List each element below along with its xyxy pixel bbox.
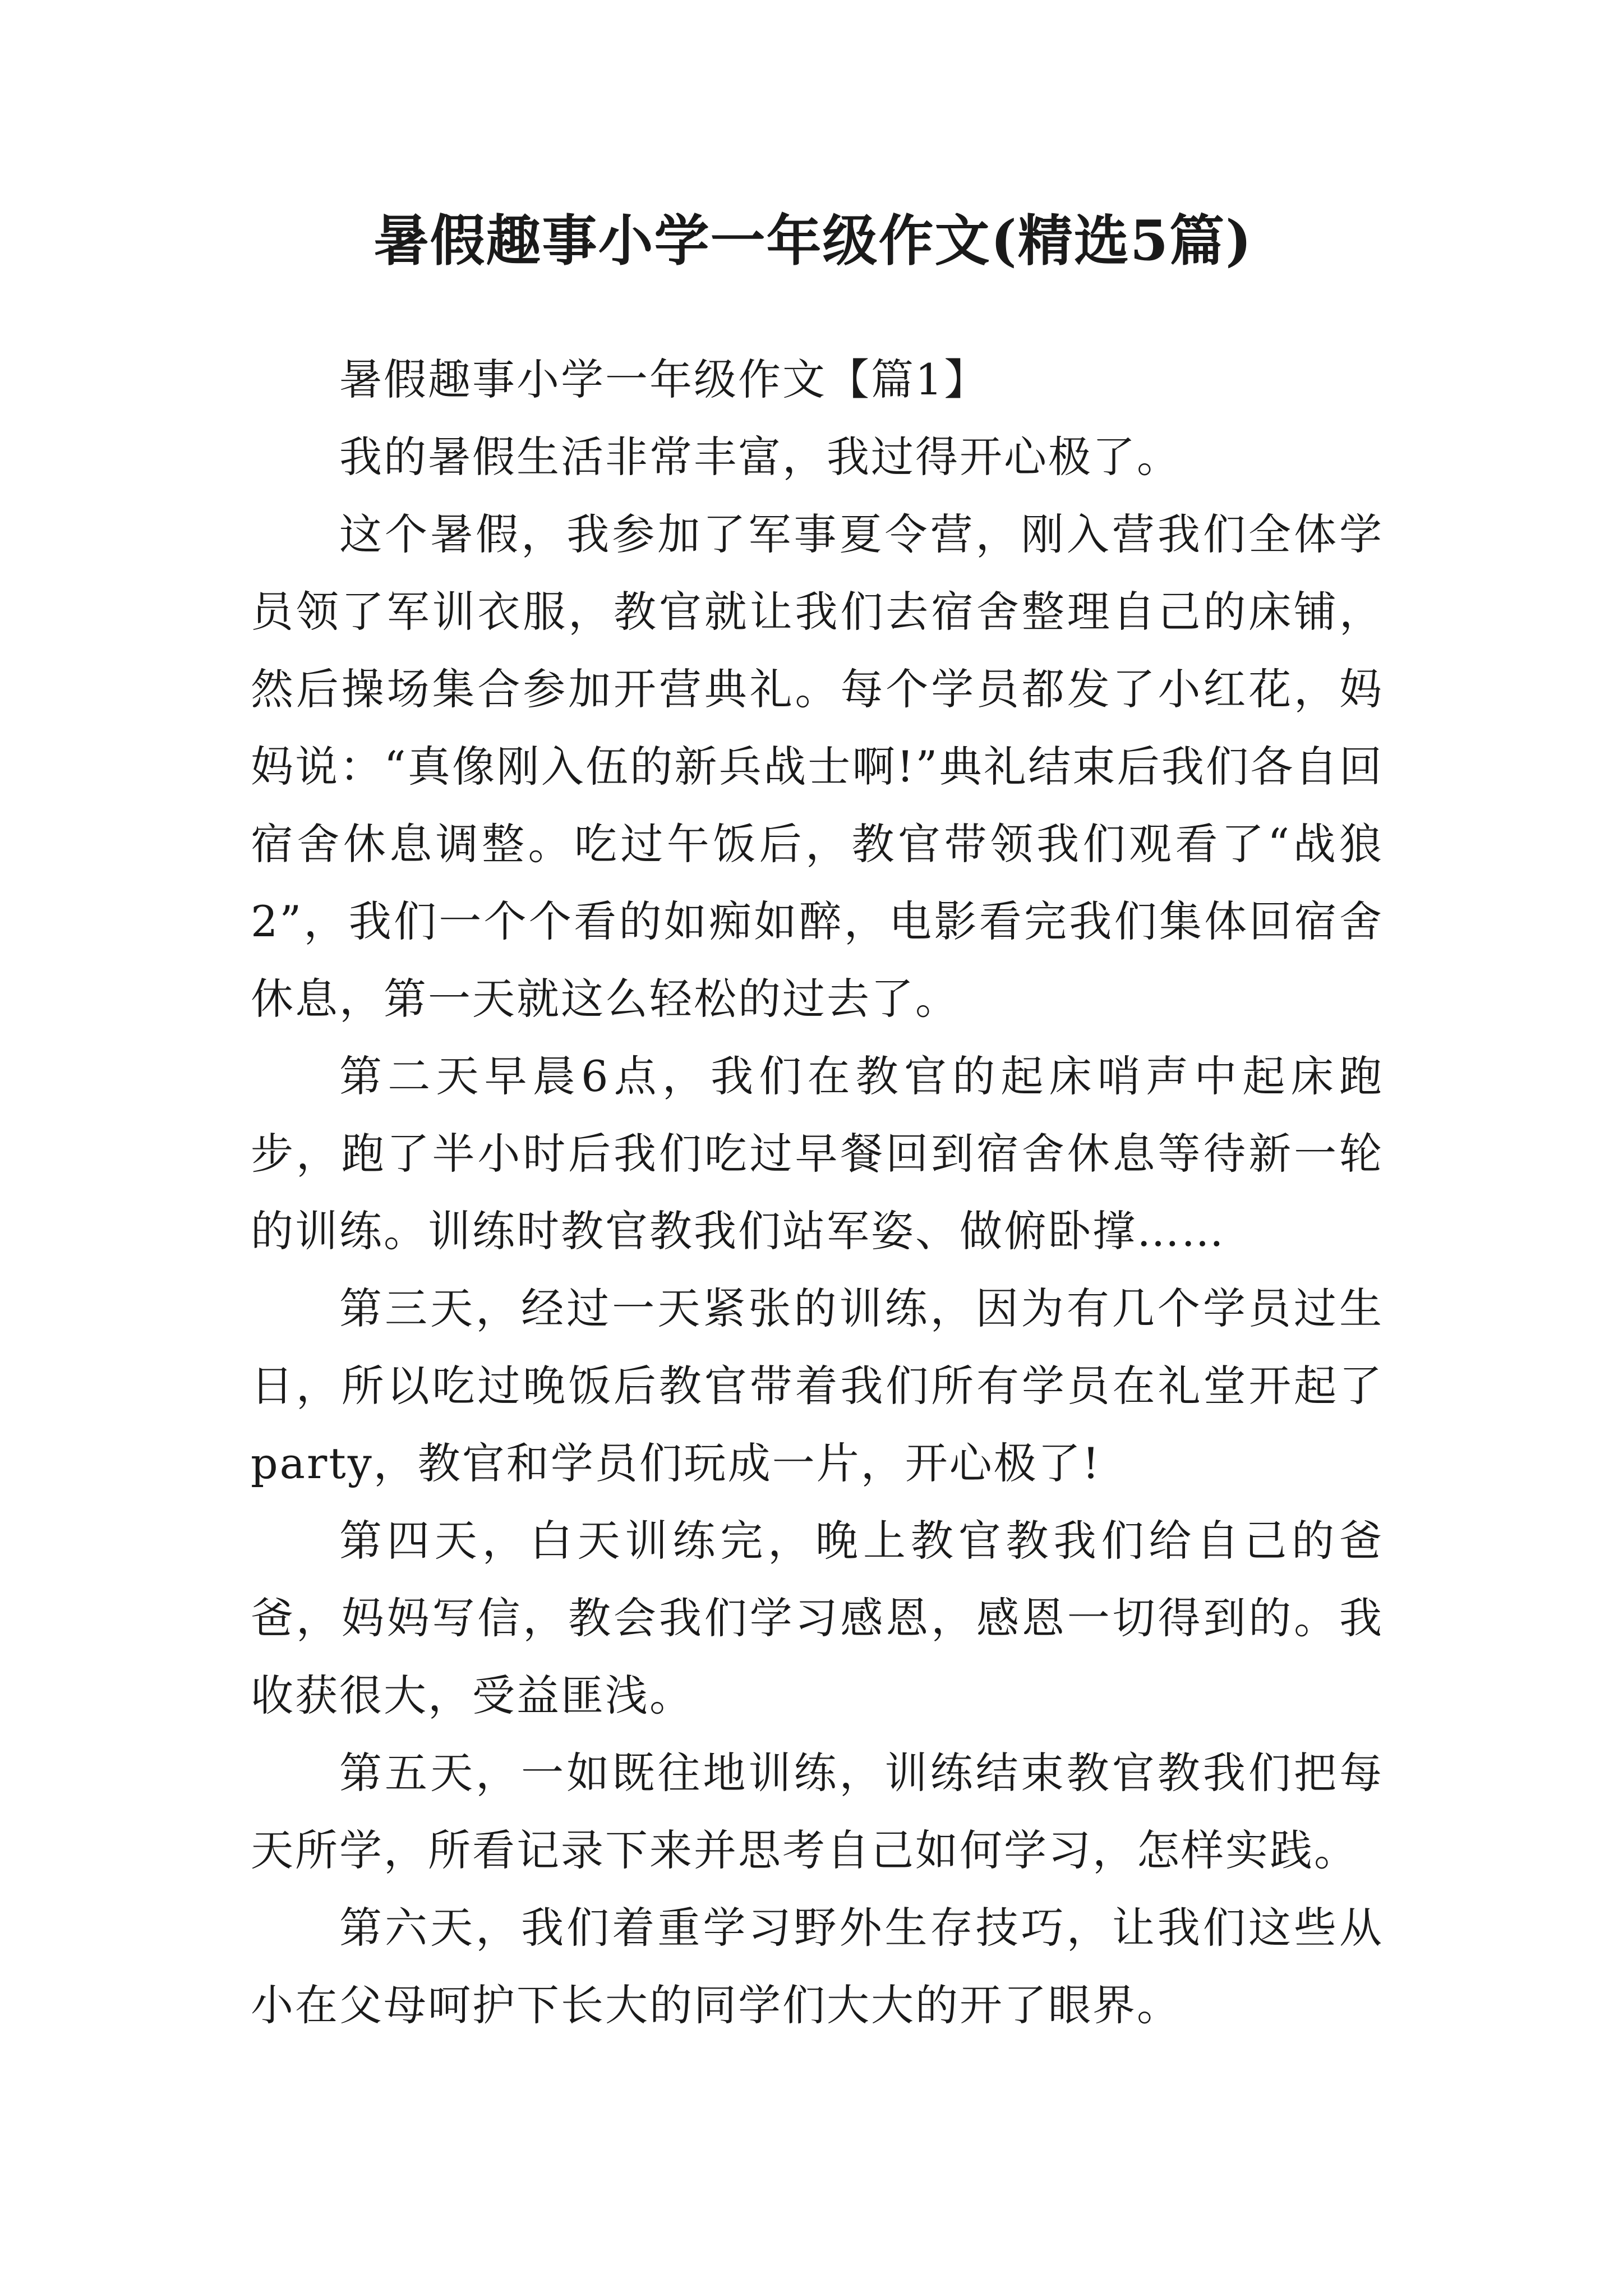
document-body [251, 341, 1384, 2044]
paragraph: 第六天，我们着重学习野外生存技巧，让我们这些从小在父母呵护下长大的同学们大大的开了眼界。 [251, 1903, 1384, 2030]
paragraph: 第二天早晨6点，我们在教官的起床哨声中起床跑步，跑了半小时后我们吃过早餐回到宿舍休息等待新一轮的训练。训练时教官教我们站军姿、做俯卧撑…… [251, 1051, 1384, 1256]
paragraph: 第五天，一如既往地训练，训练结束教官教我们把每天所学，所看记录下来并思考自己如何学习，怎样实践。 [251, 1748, 1384, 1875]
paragraph: 我的暑假生活非常丰富，我过得开心极了。 [339, 432, 1181, 482]
section-heading: 暑假趣事小学一年级作文【篇1】 [339, 355, 989, 404]
document-title: 暑假趣事小学一年级作文(精选5篇) [374, 209, 1253, 273]
paragraph: 这个暑假，我参加了军事夏令营，刚入营我们全体学员领了军训衣服，教官就让我们去宿舍整理自己的床铺，然后操场集合参加开营典礼。每个学员都发了小红花，妈妈说：“真像刚入伍的新兵战士啊!”典礼结束后我们各自回宿舍休息调整。吃过午饭后，教官带领我们观看了“战狼2”，我们一个个看的如痴如醉，电影看完我们集体回宿舍休息，第一天就这么轻松的过去了。 [251, 509, 1384, 1024]
paragraph: 第四天，白天训练完，晚上教官教我们给自己的爸爸，妈妈写信，教会我们学习感恩，感恩一切得到的。我收获很大，受益匪浅。 [251, 1516, 1384, 1720]
paragraph: 第三天，经过一天紧张的训练，因为有几个学员过生日，所以吃过晚饭后教官带着我们所有学员在礼堂开起了party，教官和学员们玩成一片，开心极了! [251, 1283, 1384, 1488]
